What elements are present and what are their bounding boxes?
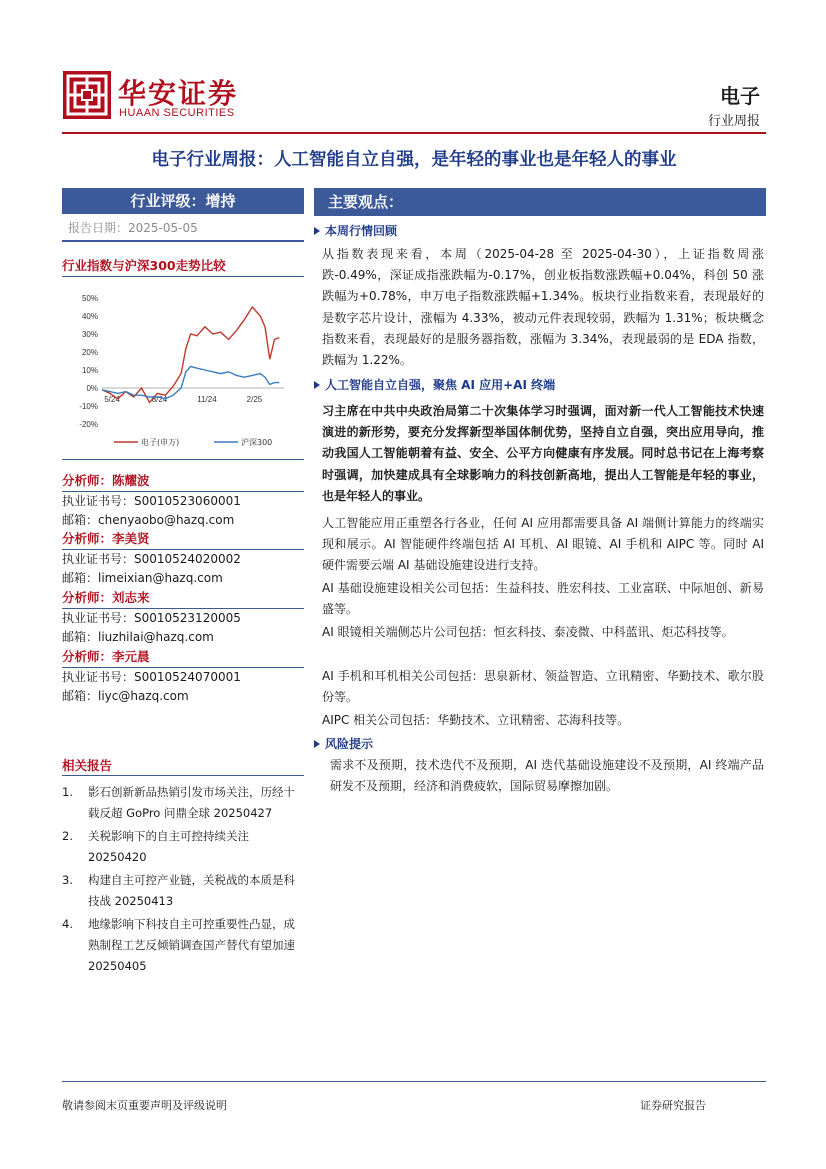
report-title: 电子行业周报：人工智能自立自强，是年轻的事业也是年轻人的事业 [151,150,677,170]
section-heading [314,735,373,752]
header-divider [62,132,766,134]
industry-rating: 行业评级：增持 [62,188,304,214]
list-item-text: 地缘影响下科技自主可控重要性凸显，成熟制程工艺反倾销调查国产替代有望加速 20250405 [88,917,295,973]
legend-label: 电子(申万) [141,438,180,447]
chart-title-divider [62,276,304,277]
report-category: 证券研究报告 [640,1099,706,1112]
section-heading [314,376,555,393]
section-heading-text: 风险提示 [325,737,374,751]
analyst-cert: 执业证书号：S0010524020002 [62,552,241,566]
y-tick-label: 20% [81,348,98,357]
sector-label: 电子 [720,84,760,108]
ai-glasses-paragraph: AI 眼镜相关端侧芯片公司包括：恒玄科技、泰凌微、中科蓝讯、炬芯科技等。 [322,625,734,639]
chart-bottom-divider [62,459,304,460]
list-item-number: 2. [62,829,73,843]
y-tick-label: 0% [86,384,98,393]
date-divider [62,240,304,242]
related-reports-divider [62,775,304,776]
analyst-block [62,472,304,530]
analyst-name: 分析师：陈耀波 [62,473,150,488]
aipc-paragraph: AIPC 相关公司包括：华勤技术、立讯精密、芯海科技等。 [322,713,630,727]
footer-divider [62,1081,766,1082]
x-tick-label: 8/24 [151,395,168,404]
chart-title: 行业指数与沪深300走势比较 [62,258,226,273]
report-header [62,70,766,130]
analyst-name: 分析师：李美贤 [62,531,150,546]
list-item-text: 构建自主可控产业链，关税战的本质是科技战 20250413 [88,873,295,908]
section-heading-text: 本周行情回顾 [325,224,398,238]
report-date: 报告日期：2025-05-05 [68,221,198,235]
analyst-email: 邮箱：liuzhilai@hazq.com [62,630,214,644]
list-item[interactable] [62,870,304,912]
analyst-email: 邮箱：chenyaobo@hazq.com [62,513,235,527]
brand-name-en: HUAAN SECURITIES [119,107,235,119]
list-item-number: 3. [62,873,73,887]
analyst-cert: 执业证书号：S0010523060001 [62,494,241,508]
disclaimer-note: 敬请参阅末页重要声明及评级说明 [62,1099,227,1112]
report-type-label: 行业周报 [707,114,760,129]
triangle-bullet-icon [314,740,320,748]
analyst-email: 邮箱：limeixian@hazq.com [62,571,223,585]
brand-name-cn: 华安证券 [118,77,239,110]
x-tick-label: 2/25 [246,395,263,404]
list-item-number: 1. [62,785,73,799]
ai-application-paragraph: 人工智能应用正重塑各行各业，任何 AI 应用都需要具备 AI 端侧计算能力的终端实现和展示。AI 智能硬件终端包括 AI 耳机、AI 眼镜、AI 手机和 AIPC 等。同时 AI 硬件需要云端 AI 基础设施建设进行支持。 [322,516,764,573]
related-reports-list [62,782,304,979]
list-item-text: 影石创新新品热销引发市场关注，历经十载反超 GoPro 问鼎全球 20250427 [88,785,295,820]
analyst-cert: 执业证书号：S0010523120005 [62,611,241,625]
ai-infra-paragraph: AI 基础设施建设相关公司包括：生益科技、胜宏科技、工业富联、中际旭创、新易盛等。 [322,581,764,617]
list-item[interactable] [62,782,304,824]
y-tick-label: -10% [79,402,98,411]
section-heading [314,222,397,239]
x-tick-label: 5/24 [104,395,120,404]
y-tick-label: -20% [79,420,98,429]
triangle-bullet-icon [314,381,320,389]
analyst-block [62,589,304,647]
huaan-logo-icon [62,70,112,120]
analyst-block [62,648,304,706]
analyst-name: 分析师：李元晨 [62,649,150,664]
trend-chart [62,284,304,452]
y-tick-label: 10% [81,366,98,375]
list-item-text: 关税影响下的自主可控持续关注 20250420 [88,829,249,864]
x-tick-label: 11/24 [197,395,217,404]
section-heading-text: 人工智能自立自强，聚焦 AI 应用+AI 终端 [325,378,556,392]
related-reports-title: 相关报告 [62,758,113,773]
list-item[interactable] [62,914,304,977]
main-views-title: 主要观点： [314,188,766,216]
triangle-bullet-icon [314,227,320,235]
analyst-email: 邮箱：liyc@hazq.com [62,689,189,703]
list-item-number: 4. [62,917,73,931]
ai-phone-paragraph: AI 手机和耳机相关公司包括：思泉新材、领益智造、立讯精密、华勤技术、歌尔股份等。 [322,669,764,705]
y-tick-label: 50% [81,294,98,303]
y-tick-label: 40% [81,312,98,321]
market-review-paragraph: 从指数表现来看，本周（2025-04-28 至 2025-04-30），上证指数周涨跌-0.49%，深证成指涨跌幅为-0.17%，创业板指数涨跌幅+0.04%，科创 50 涨跌幅为+0.78%，申万电子指数涨跌幅+1.34%。板块行业指数来看，表现最好的是数字芯片设计，涨幅为 4.33%，被动元件表现较弱，跌幅为 1.31%；板块概念指数来看，表现最好的是服务器指数，涨幅为 3.34%，表现最弱的是 EDA 指数，跌幅为 1.22%。 [322,247,764,368]
y-tick-label: 30% [81,330,98,339]
analyst-cert: 执业证书号：S0010524070001 [62,670,241,684]
policy-paragraph: 习主席在中共中央政治局第二十次集体学习时强调，面对新一代人工智能技术快速演进的新形势，要充分发挥新型举国体制优势，坚持自立自强，突出应用导向，推动我国人工智能朝着有益、安全、公平方向健康有序发展。同时总书记在上海考察时强调，加快建成具有全球影响力的科技创新高地，提出人工智能是年轻的事业，也是年轻人的事业。 [322,404,764,503]
analyst-block [62,530,304,588]
risk-paragraph: 需求不及预期，技术迭代不及预期，AI 迭代基础设施建设不及预期，AI 终端产品研发不及预期，经济和消费疲软，国际贸易摩擦加剧。 [330,758,764,794]
list-item[interactable] [62,826,304,868]
legend-label: 沪深300 [241,438,273,447]
analyst-name: 分析师：刘志来 [62,590,150,605]
